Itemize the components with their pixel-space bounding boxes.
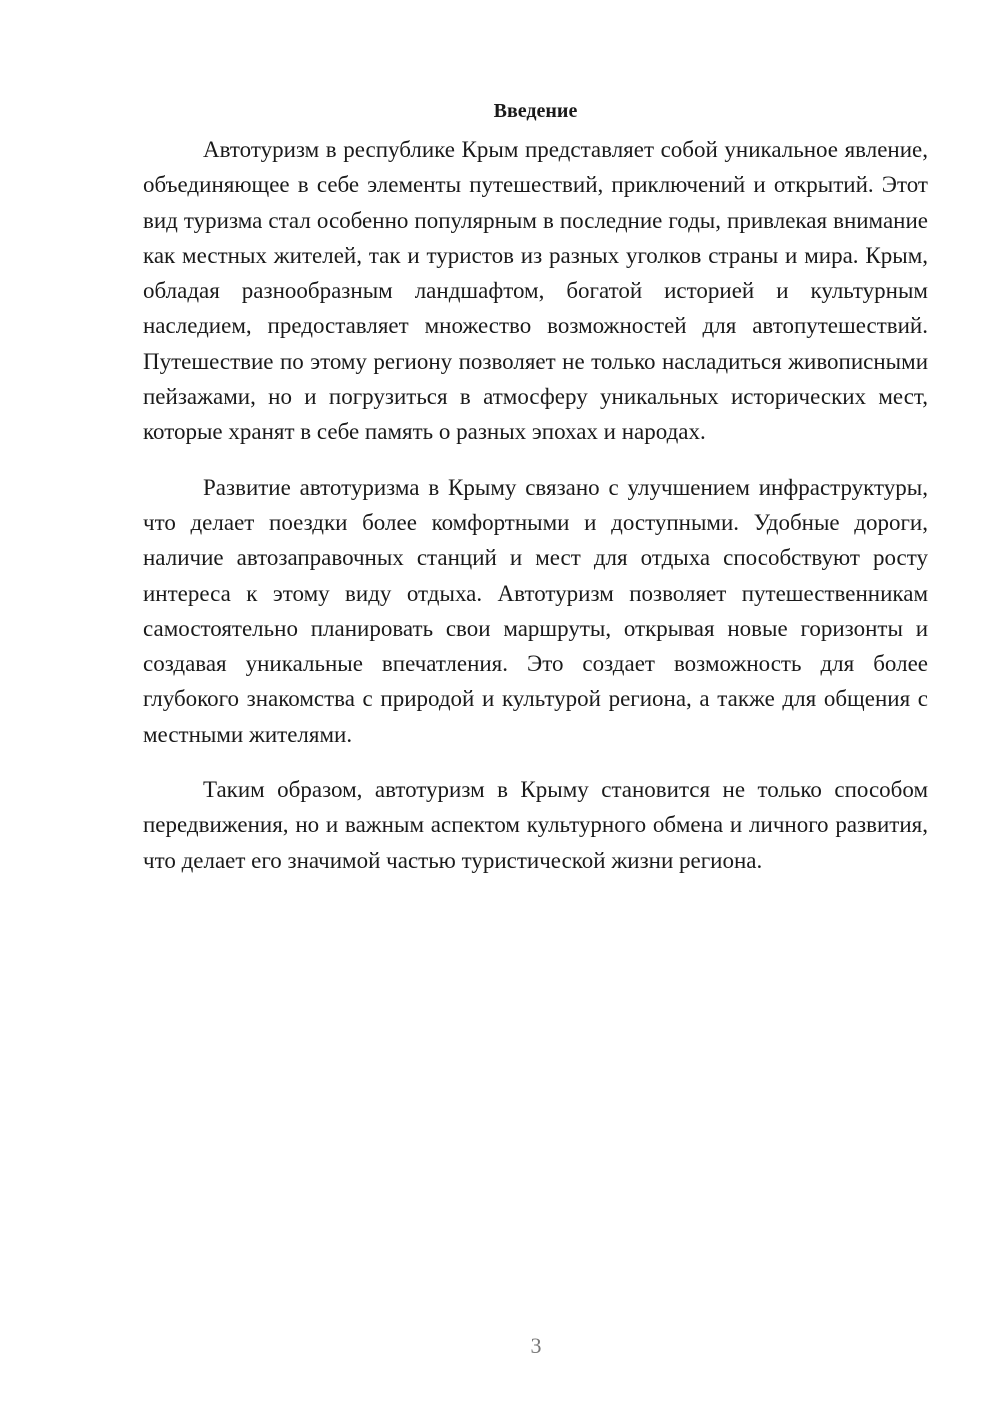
paragraph-1: Автотуризм в республике Крым представляет собой уникальное явление, объединяющее в себе элементы путешествий, приключений и открытий. Этот вид туризма стал особенно популярным в последние годы, привлекая внимание как местных жителей, так и туристов из разных уголков страны и мира. Крым, обладая разнообразным ландшафтом, богатой историей и культурным наследием, предоставляет множество возможностей для автопутешествий. Путешествие по этому региону позволяет не только насладиться живописными пейзажами, но и погрузиться в атмосферу уникальных исторических мест, которые хранят в себе память о разных эпохах и народах. bbox=[143, 137, 928, 445]
page-number: 3 bbox=[530, 1333, 542, 1358]
section-title: Введение bbox=[493, 100, 578, 122]
page-content bbox=[143, 92, 928, 898]
paragraph-3: Таким образом, автотуризм в Крыму становится не только способом передвижения, но и важным аспектом культурного обмена и личного развития, что делает его значимой частью туристической жизни региона. bbox=[143, 777, 928, 873]
paragraph-2: Развитие автотуризма в Крыму связано с улучшением инфраструктуры, что делает поездки более комфортными и доступными. Удобные дороги, наличие автозаправочных станций и мест для отдыха способствуют росту интереса к этому виду отдыха. Автотуризм позволяет путешественникам самостоятельно планировать свои маршруты, открывая новые горизонты и создавая уникальные впечатления. Это создает возможность для более глубокого знакомства с природой и культурой региона, а также для общения с местными жителями. bbox=[143, 474, 928, 747]
